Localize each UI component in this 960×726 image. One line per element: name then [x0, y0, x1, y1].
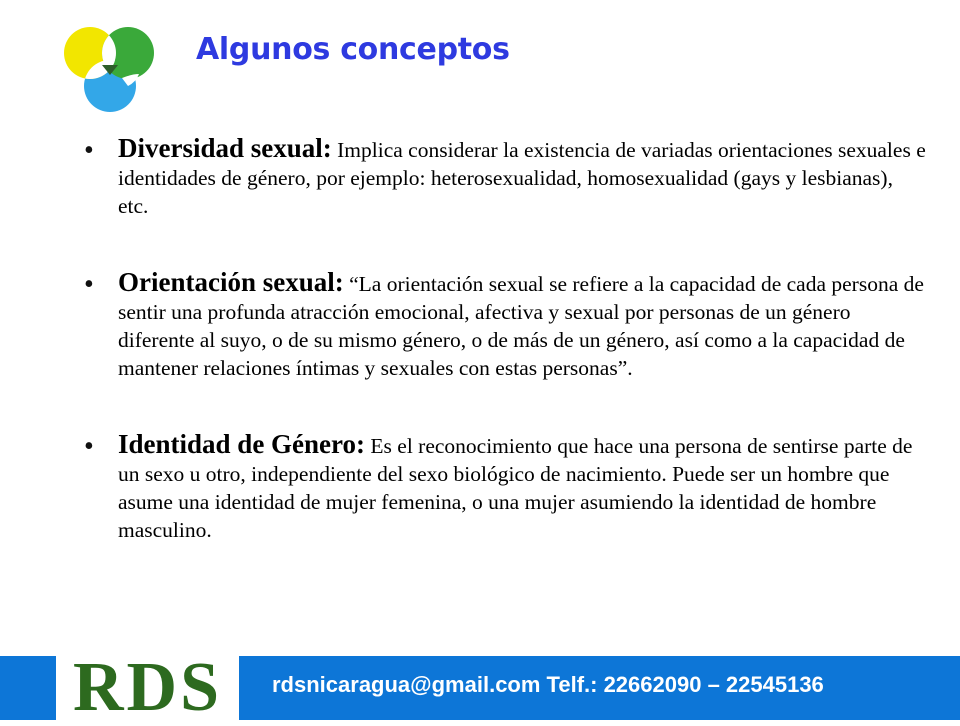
rds-logo-text: RDS	[72, 649, 223, 726]
three-circles-logo-icon	[62, 26, 158, 116]
bullet-term: Diversidad sexual:	[118, 133, 332, 163]
list-item	[78, 430, 928, 544]
bullet-text: Implica considerar la existencia de variadas orientaciones sexuales e identidades de género, por ejemplo: heterosexualidad, homosexualidad (gays y lesbianas), etc.	[118, 138, 926, 218]
bullet-paragraph	[118, 134, 928, 220]
bullet-icon: •	[84, 431, 94, 462]
bullet-paragraph	[118, 430, 928, 544]
bullet-text: “La orientación sexual se refiere a la capacidad de cada persona de sentir una profunda atracción emocional, afectiva y sexual por personas de un género diferente al suyo, o de su mismo género, o de más de un género, así como a la capacidad de mantener relaciones íntimas y sexuales con estas personas”.	[118, 272, 924, 380]
bullet-paragraph	[118, 268, 928, 382]
bullet-icon: •	[84, 269, 94, 300]
rds-logo	[56, 649, 239, 726]
footer-contact: rdsnicaragua@gmail.com Telf.: 22662090 – 22545136	[272, 672, 824, 697]
bullet-term: Orientación sexual:	[118, 267, 344, 297]
bullet-text: Es el reconocimiento que hace una persona de sentirse parte de un sexo u otro, independiente del sexo biológico de nacimiento. Puede ser un hombre que asume una identidad de mujer femenina, o una mujer asumiendo la identidad de hombre masculino.	[118, 434, 913, 542]
list-item	[78, 268, 928, 382]
footer-bar	[0, 649, 960, 726]
bullet-term: Identidad de Género:	[118, 429, 366, 459]
concept-list	[78, 134, 928, 592]
page-title: Algunos conceptos	[196, 32, 510, 67]
bullet-icon: •	[84, 135, 94, 166]
list-item	[78, 134, 928, 220]
